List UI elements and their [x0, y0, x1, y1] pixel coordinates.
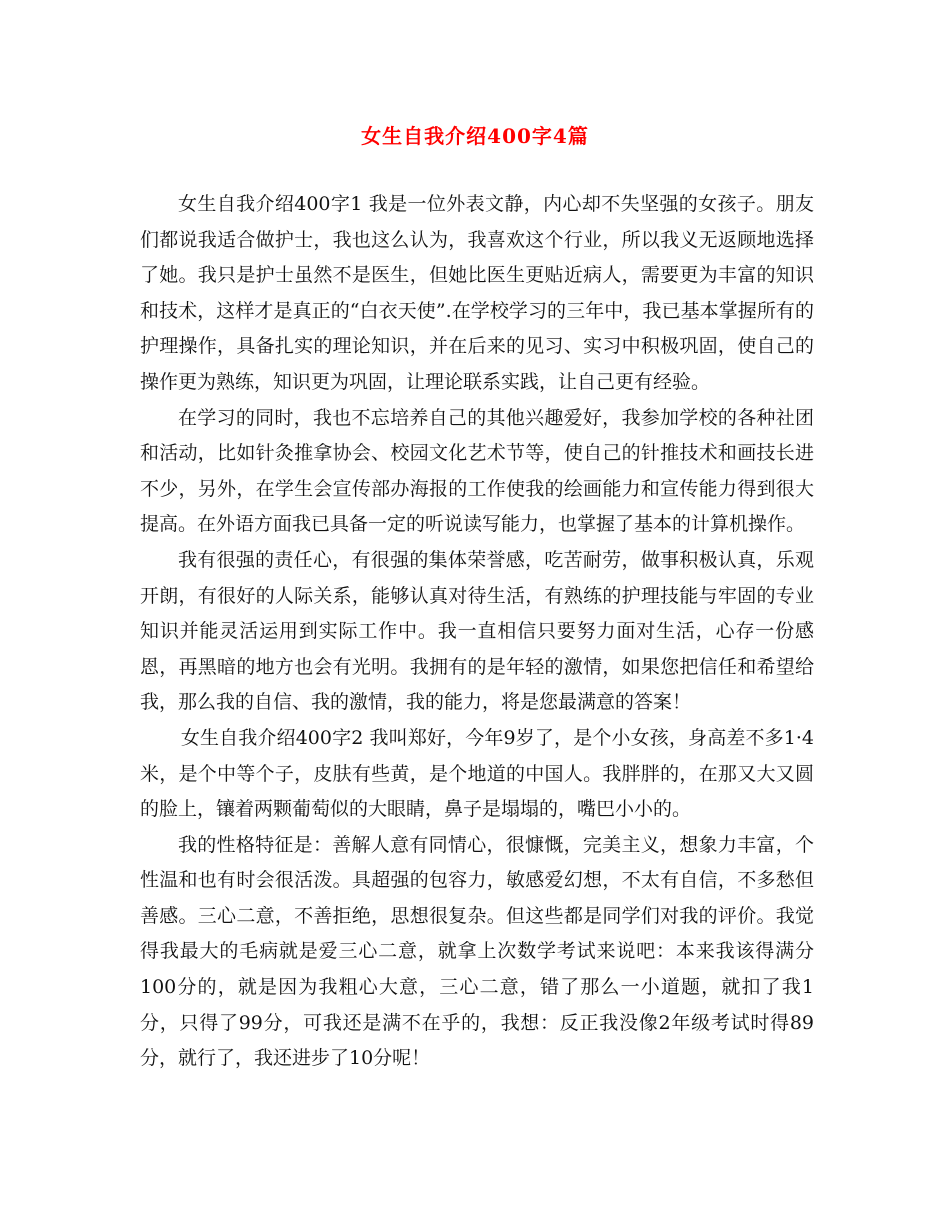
- paragraph: 在学习的同时，我也不忘培养自己的其他兴趣爱好，我参加学校的各种社团和活动，比如针灸推拿协会、校园文化艺术节等，使自己的针推技术和画技长进不少，另外，在学生会宣传部办海报的工作使我的绘画能力和宣传能力得到很大提高。在外语方面我已具备一定的听说读写能力，也掌握了基本的计算机操作。: [140, 406, 814, 536]
- document-body: [140, 187, 814, 1077]
- paragraph: 女生自我介绍400字1 我是一位外表文静，内心却不失坚强的女孩子。朋友们都说我适合做护士，我也这么认为，我喜欢这个行业，所以我义无返顾地选择了她。我只是护士虽然不是医生，但她比医生更贴近病人，需要更为丰富的知识和技术，这样才是真正的“白衣天使”.在学校学习的三年中，我已基本掌握所有的护理操作，具备扎实的理论知识，并在后来的见习、实习中积极巩固，使自己的操作更为熟练，知识更为巩固，让理论联系实践，让自己更有经验。: [140, 193, 814, 393]
- paragraph: 女生自我介绍400字2 我叫郑好，今年9岁了，是个小女孩，身高差不多1·4米，是个中等个子，皮肤有些黄，是个地道的中国人。我胖胖的，在那又大又圆的脸上，镶着两颗葡萄似的大眼睛，鼻子是塌塌的，嘴巴小小的。: [140, 726, 814, 821]
- paragraph: 我的性格特征是：善解人意有同情心，很慷慨，完美主义，想象力丰富，个性温和也有时会很活泼。具超强的包容力，敏感爱幻想，不太有自信，不多愁但善感。三心二意，不善拒绝，思想很复杂。但这些都是同学们对我的评价。我觉得我最大的毛病就是爱三心二意，就拿上次数学考试来说吧：本来我该得满分100分的，就是因为我粗心大意，三心二意，错了那么一小道题，就扣了我1分，只得了99分，可我还是满不在乎的，我想：反正我没像2年级考试时得89分，就行了，我还进步了10分呢！: [140, 833, 814, 1070]
- paragraph: 我有很强的责任心，有很强的集体荣誉感，吃苦耐劳，做事积极认真，乐观开朗，有很好的人际关系，能够认真对待生活，有熟练的护理技能与牢固的专业知识并能灵活运用到实际工作中。我一直相信只要努力面对生活，心存一份感恩，再黑暗的地方也会有光明。我拥有的是年轻的激情，如果您把信任和希望给我，那么我的自信、我的激情，我的能力，将是您最满意的答案！: [140, 548, 814, 714]
- document-title: 女生自我介绍400字4篇: [361, 124, 589, 148]
